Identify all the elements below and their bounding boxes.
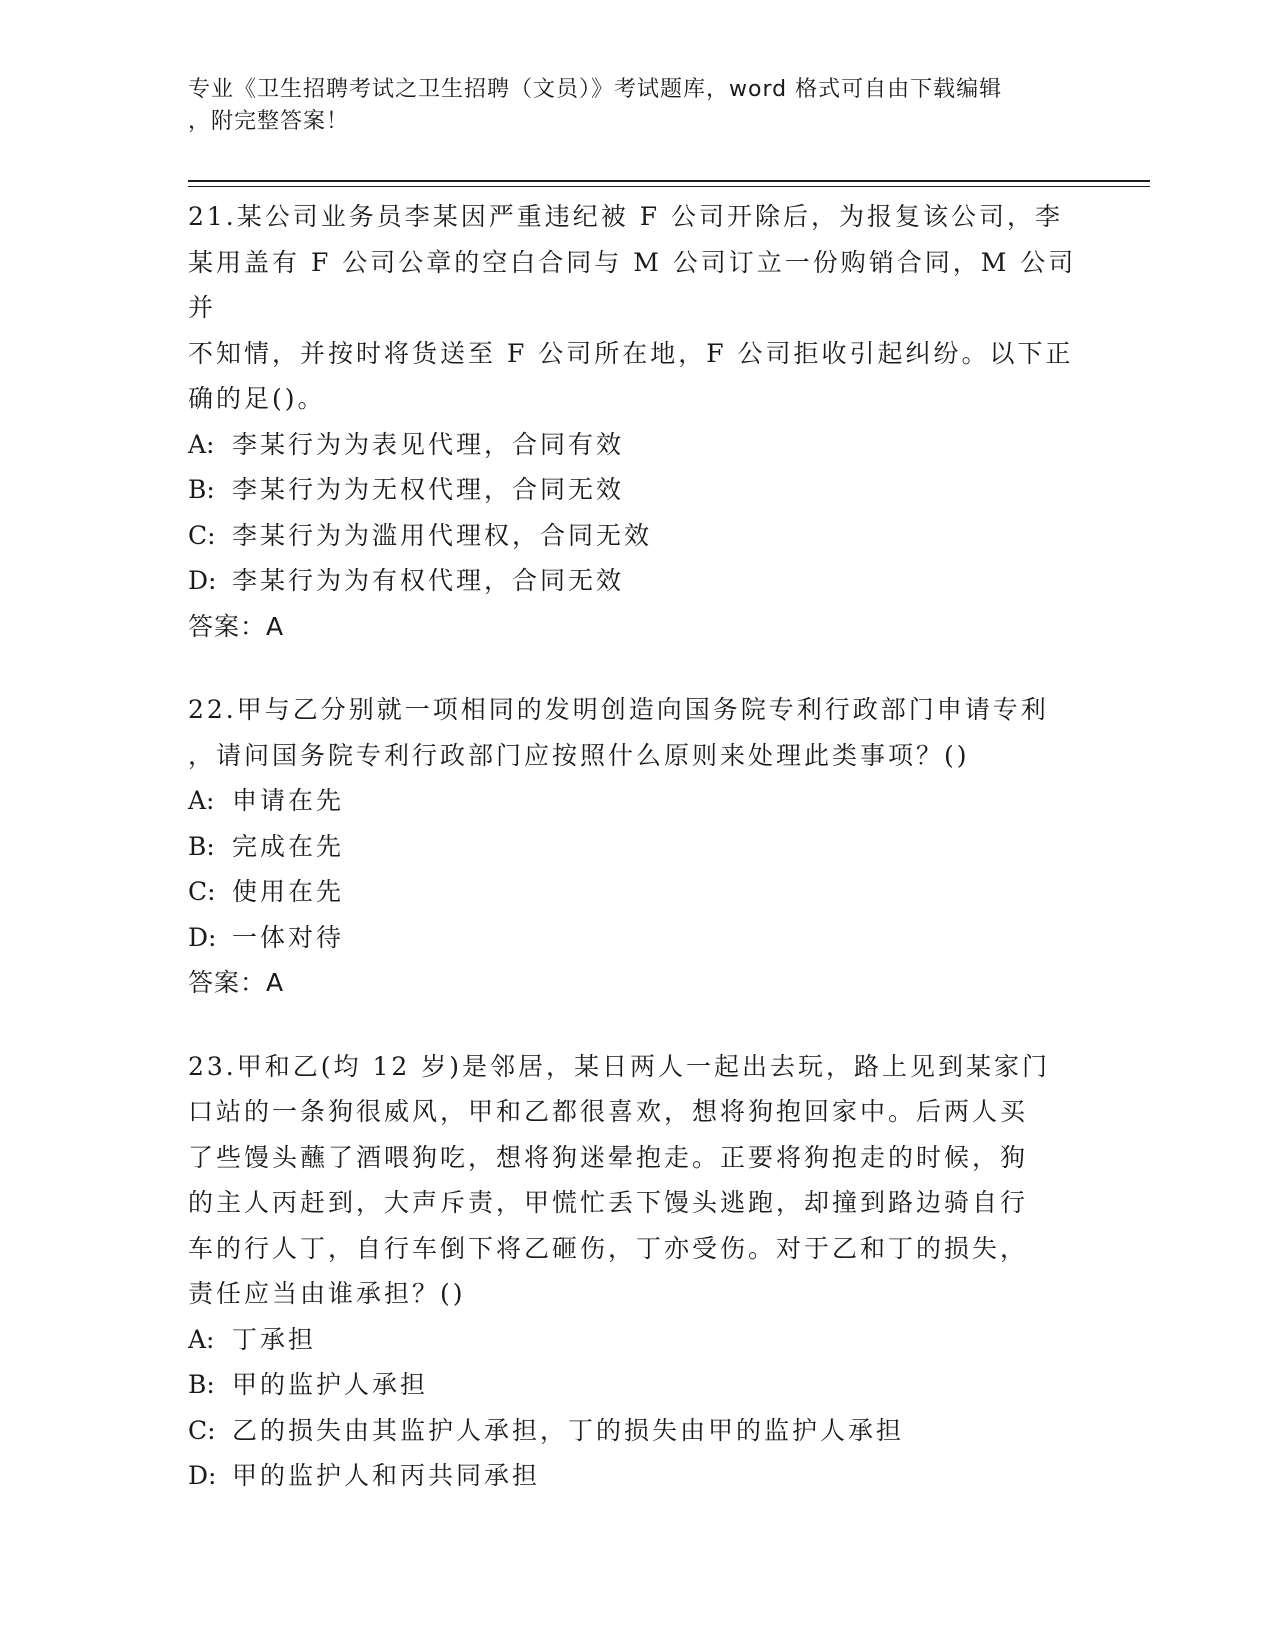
option-text: 丁承担 xyxy=(232,1324,317,1354)
option-letter: C: xyxy=(188,877,216,906)
question-21-stem xyxy=(188,194,1088,422)
option-letter: A: xyxy=(188,429,215,459)
option-text: 李某行为为表见代理，合同有效 xyxy=(232,429,625,459)
option-letter: B: xyxy=(188,475,215,504)
option-letter: C: xyxy=(188,1415,216,1445)
option-letter: A: xyxy=(188,1324,215,1354)
question-22-answer: 答案：A xyxy=(188,968,285,997)
question-list xyxy=(188,194,1088,1537)
option-text: 李某行为为有权代理，合同无效 xyxy=(232,566,625,595)
option-letter: D: xyxy=(188,566,217,595)
option-a xyxy=(188,778,1088,824)
stem-line: 23.甲和乙(均 12 岁)是邻居，某日两人一起出去玩，路上见到某家门 xyxy=(188,1051,1050,1081)
option-d xyxy=(188,1453,1088,1499)
stem-line: 责任应当由谁承担？() xyxy=(188,1279,466,1308)
stem-line: 不知情，并按时将货送至 F 公司所在地，F 公司拒收引起纠纷。以下正 xyxy=(188,338,1074,368)
option-text: 使用在先 xyxy=(232,877,345,906)
option-a xyxy=(188,1317,1088,1363)
option-letter: A: xyxy=(188,786,215,815)
option-c xyxy=(188,513,1088,559)
question-23 xyxy=(188,1044,1088,1499)
question-23-stem xyxy=(188,1044,1088,1317)
stem-line: 的主人丙赶到，大声斥责，甲慌忙丢下馒头逃跑，却撞到路边骑自行 xyxy=(188,1188,1029,1217)
stem-line: ，请问国务院专利行政部门应按照什么原则来处理此类事项？() xyxy=(188,740,970,770)
option-text: 申请在先 xyxy=(232,786,345,815)
option-b xyxy=(188,467,1088,513)
option-text: 李某行为为无权代理，合同无效 xyxy=(232,475,625,504)
option-text: 完成在先 xyxy=(232,831,345,861)
option-a xyxy=(188,422,1088,468)
option-letter: D: xyxy=(188,922,217,952)
option-d xyxy=(188,915,1088,961)
option-c xyxy=(188,869,1088,915)
option-c xyxy=(188,1408,1088,1454)
stem-line: 口站的一条狗很威风，甲和乙都很喜欢，想将狗抱回家中。后两人买 xyxy=(188,1097,1029,1126)
option-text: 一体对待 xyxy=(232,922,345,952)
option-b xyxy=(188,1362,1088,1408)
stem-line: 22.甲与乙分别就一项相同的发明创造向国务院专利行政部门申请专利 xyxy=(188,695,1049,724)
stem-line: 车的行人丁，自行车倒下将乙砸伤，丁亦受伤。对于乙和丁的损失， xyxy=(188,1233,1029,1263)
option-letter: B: xyxy=(188,831,215,861)
question-22 xyxy=(188,687,1088,1006)
header-line-2: ，附完整答案！ xyxy=(188,109,350,134)
option-text: 乙的损失由其监护人承担，丁的损失由甲的监护人承担 xyxy=(232,1415,905,1445)
option-text: 甲的监护人承担 xyxy=(232,1370,429,1399)
option-text: 甲的监护人和丙共同承担 xyxy=(232,1461,541,1490)
header-line-1: 专业《卫生招聘考试之卫生招聘（文员）》考试题库，word 格式可自由下载编辑 xyxy=(188,77,1003,102)
question-22-stem xyxy=(188,687,1088,778)
option-text: 李某行为为滥用代理权，合同无效 xyxy=(232,520,653,550)
option-letter: B: xyxy=(188,1370,215,1399)
question-21 xyxy=(188,194,1088,649)
stem-line: 某用盖有 F 公司公章的空白合同与 M 公司订立一份购销合同，M 公司并 xyxy=(188,247,1077,322)
option-d xyxy=(188,558,1088,604)
option-letter: C: xyxy=(188,520,216,550)
option-b xyxy=(188,824,1088,870)
stem-line: 21.某公司业务员李某因严重违纪被 F 公司开除后，为报复该公司，李 xyxy=(188,202,1064,231)
option-letter: D: xyxy=(188,1461,217,1490)
header-rule-thick xyxy=(188,180,1150,182)
stem-line: 确的足()。 xyxy=(188,384,326,413)
document-header xyxy=(188,74,1068,138)
header-rule-thin xyxy=(188,186,1150,187)
question-21-answer: 答案：A xyxy=(188,611,285,641)
stem-line: 了些馒头蘸了酒喂狗吃，想将狗迷晕抱走。正要将狗抱走的时候，狗 xyxy=(188,1142,1029,1172)
